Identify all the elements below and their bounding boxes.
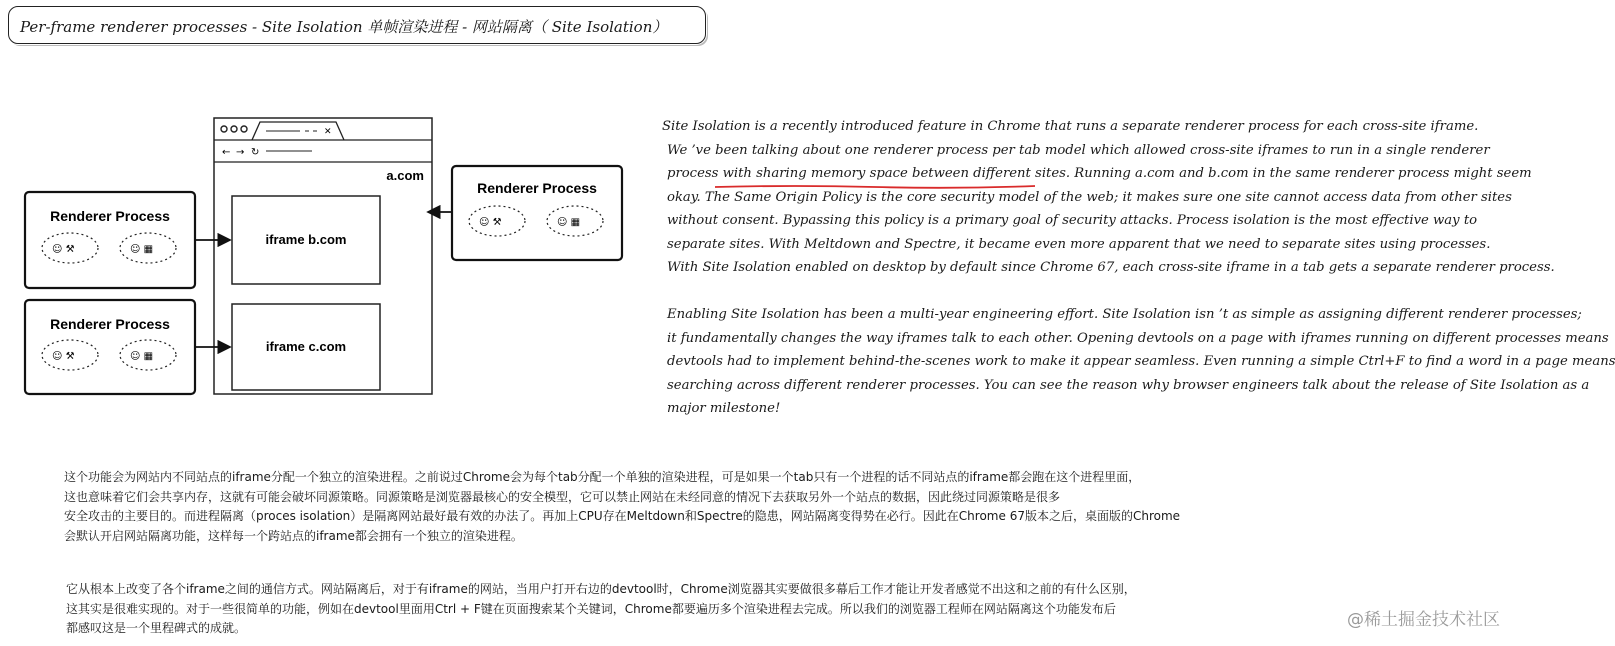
tab-close-icon: ✕ [324,127,332,137]
worker-icon: ☺ ▦ [557,217,581,228]
iframe-c-label: iframe c.com [265,339,347,354]
english-line: major milestone! [667,401,781,416]
worker-icon: ☺ ⚒ [479,217,502,228]
chinese-paragraph-1 [64,468,1180,546]
chinese-line: 这个功能会为网站内不同站点的iframe分配一个独立的渲染进程。之前说过Chrome会为每个tab分配一个单独的渲染进程，可是如果一个tab只有一个进程的话不同站点的iframe都会跑在这个进程里面， [64,470,1141,484]
renderer-process-1 [25,192,195,288]
renderer-label: Renderer Process [50,316,170,332]
english-line: With Site Isolation enabled on desktop by default since Chrome 67, each cross-site iframe in a tab gets a separate renderer process. [667,260,1555,275]
renderer-label: Renderer Process [477,180,597,196]
english-line: We ’ve been talking about one renderer process per tab model which allowed cross-site iframes to run in a single renderer [667,142,1490,158]
iframe-b-label: iframe b.com [265,232,347,247]
english-line: separate sites. With Meltdown and Spectre, it became even more apparent that we need to separate sites using processes. [667,236,1491,252]
chinese-line: 这其实是很难实现的。对于一些很简单的功能，例如在devtool里面用Ctrl + F键在页面搜索某个关键词，Chrome都要遍历多个渲染进程去完成。所以我们的浏览器工程师在网站隔离这个功能发布后 [66,601,1116,616]
english-explanation [662,115,1615,421]
english-line: process with sharing memory space between different sites. Running a.com and b.com in the same renderer process might seem [667,166,1532,181]
site-isolation-diagram [0,0,640,420]
chinese-line: 它从根本上改变了各个iframe之间的通信方式。网站隔离后，对于有iframe的网站，当用户打开右边的devtool时，Chrome浏览器其实要做很多幕后工作才能让开发者感觉不出这和之前的有什么区别， [66,582,1136,596]
english-line: without consent. Bypassing this policy is a primary goal of security attacks. Process isolation is the most effective way to [667,213,1478,228]
reload-icon: ↻ [251,147,260,158]
english-line: devtools had to implement behind-the-scenes work to make it appear seamless. Even running a simple Ctrl+F to find a word in a page means [667,354,1615,369]
chinese-line: 都感叹这是一个里程碑式的成就。 [66,621,247,635]
chinese-paragraph-2 [66,580,1136,639]
worker-icon: ☺ ⚒ [52,244,75,255]
forward-icon: → [236,147,245,158]
domain-label: a.com [386,168,424,183]
watermark: @稀土掘金技术社区 [1347,610,1500,630]
chinese-line: 会默认开启网站隔离功能，这样每一个跨站点的iframe都会拥有一个独立的渲染进程。 [64,528,523,543]
renderer-process-3 [452,166,622,260]
renderer-label: Renderer Process [50,208,170,224]
chinese-line: 安全攻击的主要目的。而进程隔离（proces isolation）是隔离网站最好最有效的办法了。再加上CPU存在Meltdown和Spectre的隐患，网站隔离变得势在必行。因此在Chrome 67版本之后，桌面版的Chrome [64,509,1181,523]
chinese-line: 这也意味着它们会共享内存，这就有可能会破坏同源策略。同源策略是浏览器最核心的安全模型，它可以禁止网站在未经同意的情况下去获取另外一个站点的数据，因此绕过同源策略是很多 [64,489,1061,504]
english-line: okay. The Same Origin Policy is the core security model of the web; it makes sure one site cannot access data from other sites [667,189,1512,205]
renderer-process-2 [25,300,195,394]
english-line: searching across different renderer processes. You can see the reason why browser engineers talk about the release of Site Isolation as a [667,377,1590,393]
page-title: Per-frame renderer processes - Site Isolation 单帧渲染进程 - 网站隔离（ Site Isolation） [20,18,668,36]
worker-icon: ☺ ▦ [130,244,154,255]
back-icon: ← [222,147,231,158]
worker-icon: ☺ ⚒ [52,351,75,362]
english-line: Enabling Site Isolation has been a multi-year engineering effort. Site Isolation isn ’t as simple as assigning different renderer processes; [667,307,1582,322]
english-line: Site Isolation is a recently introduced feature in Chrome that runs a separate renderer process for each cross-site iframe. [662,119,1479,134]
english-line [667,280,1615,304]
english-line: it fundamentally changes the way iframes talk to each other. Opening devtools on a page with iframes running on different processes means [667,330,1609,346]
worker-icon: ☺ ▦ [130,351,154,362]
